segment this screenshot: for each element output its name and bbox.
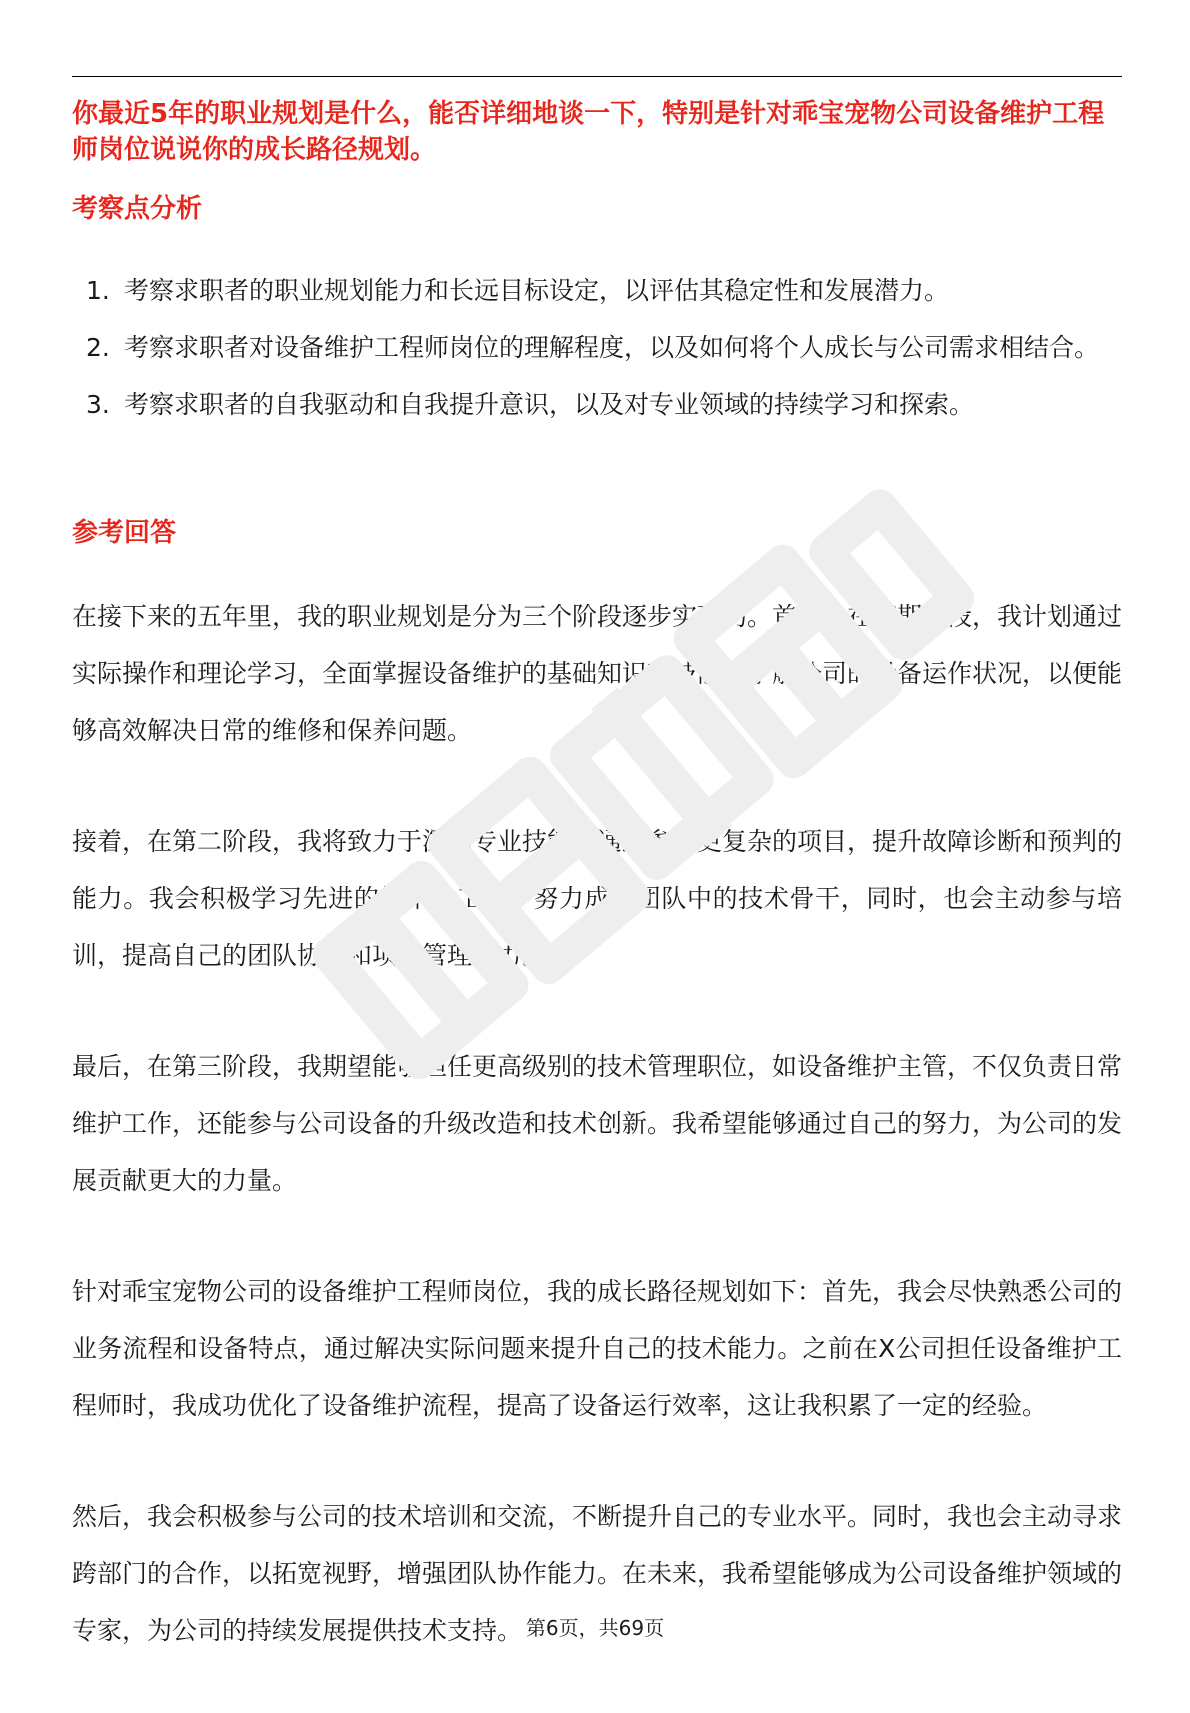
list-number: 3. (86, 390, 110, 419)
analysis-list (72, 262, 1122, 433)
top-divider (72, 76, 1122, 77)
answer-paragraph: 在接下来的五年里，我的职业规划是分为三个阶段逐步实现的。首先，在初期阶段，我计划通过实际操作和理论学习，全面掌握设备维护的基础知识和技能，了解公司的设备运作状况，以便能够高效解决日常的维修和保养问题。 (72, 602, 1123, 745)
analysis-item (72, 319, 1122, 376)
answer-paragraph: 最后，在第三阶段，我期望能够担任更高级别的技术管理职位，如设备维护主管，不仅负责日常维护工作，还能参与公司设备的升级改造和技术创新。我希望能够通过自己的努力，为公司的发展贡献更大的力量。 (72, 1052, 1123, 1195)
document-page (72, 0, 1122, 1684)
answer-paragraph: 针对乖宝宠物公司的设备维护工程师岗位，我的成长路径规划如下：首先，我会尽快熟悉公司的业务流程和设备特点，通过解决实际问题来提升自己的技术能力。之前在X公司担任设备维护工程师时，我成功优化了设备维护流程，提高了设备运行效率，这让我积累了一定的经验。 (72, 1277, 1123, 1420)
answer-heading: 参考回答 (72, 518, 177, 548)
interview-question: 你最近5年的职业规划是什么，能否详细地谈一下，特别是针对乖宝宠物公司设备维护工程师岗位说说你的成长路径规划。 (72, 99, 1105, 165)
list-number: 2. (86, 333, 110, 362)
page-footer: 第6页，共69页 (525, 1616, 665, 1640)
analysis-heading: 考察点分析 (72, 194, 203, 224)
analysis-item (72, 376, 1122, 433)
analysis-item-text: 考察求职者的自我驱动和自我提升意识，以及对专业领域的持续学习和探索。 (124, 390, 975, 419)
list-number: 1. (86, 276, 110, 305)
answer-paragraph: 接着，在第二阶段，我将致力于深化专业技能，通过参与更复杂的项目，提升故障诊断和预判的能力。我会积极学习先进的技术和工艺，努力成为团队中的技术骨干，同时，也会主动参与培训，提高自己的团队协作和项目管理能力。 (72, 827, 1123, 970)
analysis-item-text: 考察求职者的职业规划能力和长远目标设定，以评估其稳定性和发展潜力。 (124, 276, 950, 305)
analysis-item-text: 考察求职者对设备维护工程师岗位的理解程度，以及如何将个人成长与公司需求相结合。 (124, 333, 1100, 362)
answer-body (72, 588, 1122, 1713)
analysis-item (72, 262, 1122, 319)
answer-paragraph: 然后，我会积极参与公司的技术培训和交流，不断提升自己的专业水平。同时，我也会主动寻求跨部门的合作，以拓宽视野，增强团队协作能力。在未来，我希望能够成为公司设备维护领域的专家，为公司的持续发展提供技术支持。 (72, 1502, 1123, 1645)
